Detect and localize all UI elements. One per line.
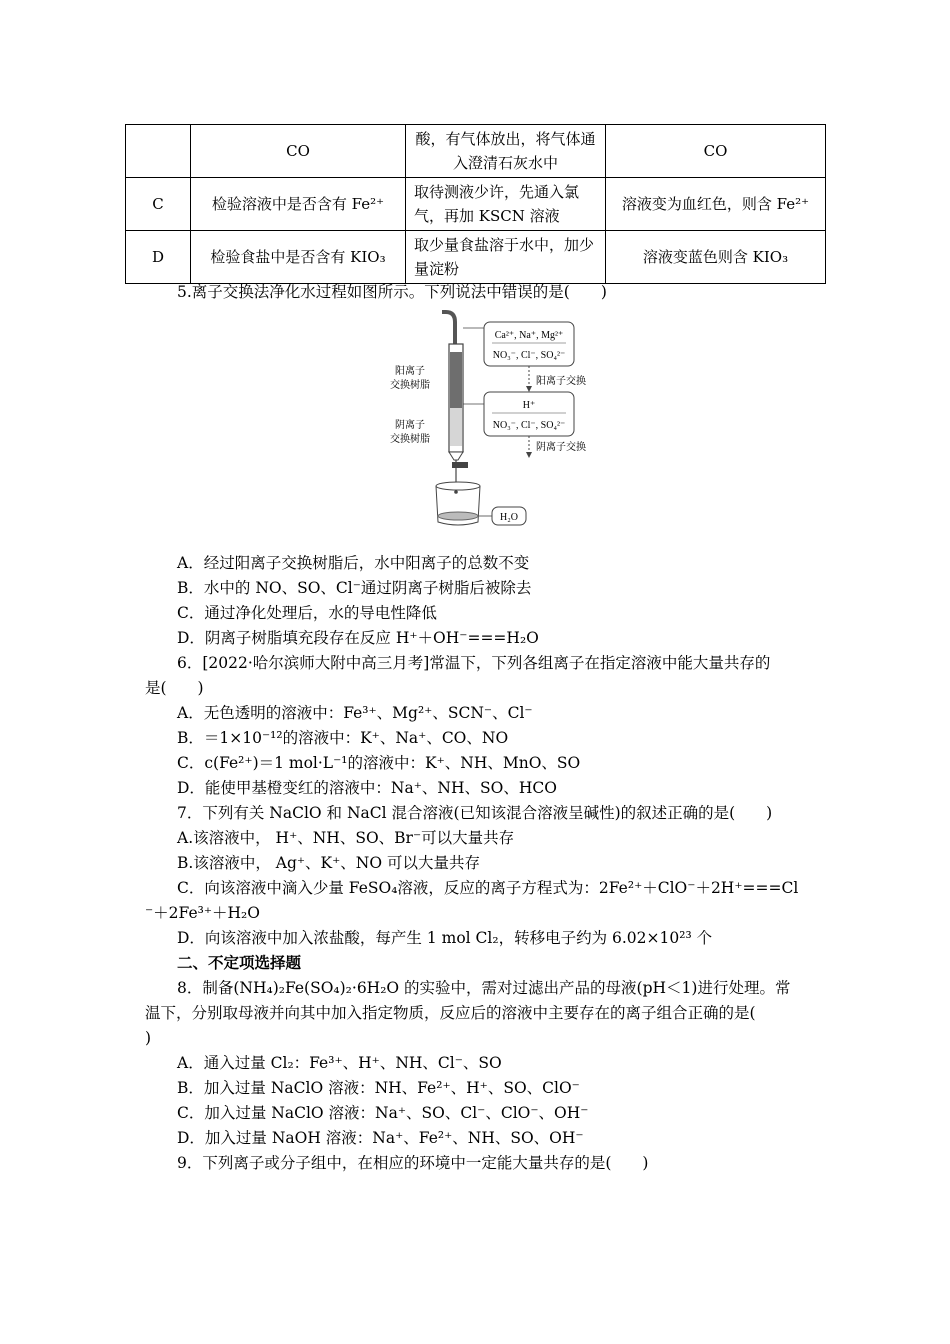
q7-option-b: B.该溶液中， Ag⁺、K⁺、NO 可以大量共存 (177, 854, 481, 872)
q6-option-b: B．＝1×10⁻¹²的溶液中：K⁺、Na⁺、CO、NO (177, 729, 509, 747)
drop (454, 490, 458, 494)
q6-option-a: A．无色透明的溶液中：Fe³⁺、Mg²⁺、SCN⁻、Cl⁻ (177, 704, 533, 722)
anion-resin (450, 408, 462, 446)
arrow-head (526, 386, 532, 392)
arrow-head (526, 452, 532, 458)
table-cell: 溶液变为血红色，则含 Fe²⁺ (606, 178, 826, 231)
table-cell: CO (191, 125, 406, 178)
anion-resin-label-1: 阴离子 (395, 420, 425, 431)
question-6-stem-cont: 是( ) (145, 679, 204, 697)
cation-resin-label-2: 交换树脂 (390, 380, 430, 391)
q8-option-b: B．加入过量 NaClO 溶液：NH、Fe²⁺、H⁺、SO、ClO⁻ (177, 1079, 580, 1097)
table-cell: CO (606, 125, 826, 178)
q7-option-a: A.该溶液中， H⁺、NH、SO、Br⁻可以大量共存 (177, 829, 515, 847)
h2o-label: H₂O (500, 512, 518, 523)
q7-option-c-cont: ⁻＋2Fe³⁺＋H₂O (145, 904, 260, 922)
q8-option-d: D．加入过量 NaOH 溶液：Na⁺、Fe²⁺、NH、SO、OH⁻ (177, 1129, 584, 1147)
question-8-stem: 8．制备(NH₄)₂Fe(SO₄)₂·6H₂O 的实验中，需对过滤出产品的母液(pH＜1)进行处理。常 (177, 979, 791, 997)
stopcock (452, 462, 468, 468)
section-heading: 二、不定项选择题 (177, 953, 302, 972)
table-cell: 检验食盐中是否含有 KIO₃ (191, 231, 406, 284)
table-cell: 酸，有气体放出，将气体通入澄清石灰水中 (406, 125, 606, 178)
top-box-anions: NO₃⁻, Cl⁻, SO₄²⁻ (492, 350, 566, 361)
q6-option-c: C．c(Fe²⁺)＝1 mol·L⁻¹的溶液中：K⁺、NH、MnO、SO (177, 754, 581, 772)
cation-resin-label-1: 阳离子 (395, 366, 425, 377)
inlet-tube (442, 312, 455, 344)
question-8-stem-cont: 温下，分别取母液并向其中加入指定物质，反应后的溶液中主要存在的离子组合正确的是( (145, 1004, 756, 1022)
mid-box-anions: NO₃⁻, Cl⁻, SO₄²⁻ (492, 420, 566, 431)
table-cell (126, 125, 191, 178)
table-cell: D (126, 231, 191, 284)
table-row (126, 125, 826, 178)
table-row (126, 178, 826, 231)
anion-exchange-label: 阴离子交换 (536, 442, 586, 453)
q8-option-a: A．通入过量 Cl₂：Fe³⁺、H⁺、NH、Cl⁻、SO (177, 1054, 502, 1072)
table-row (126, 231, 826, 284)
table-cell: 溶液变蓝色则含 KIO₃ (606, 231, 826, 284)
q5-option-c: C．通过净化处理后，水的导电性降低 (177, 604, 437, 622)
cation-exchange-label: 阳离子交换 (536, 376, 586, 387)
column-tip (449, 452, 463, 460)
q5-option-a: A．经过阳离子交换树脂后，水中阳离子的总数不变 (177, 554, 530, 572)
top-box-cations: Ca²⁺, Na⁺, Mg²⁺ (494, 330, 564, 341)
question-8-stem-cont: ) (145, 1029, 152, 1047)
table-cell: 取待测液少许，先通入氯气，再加 KSCN 溶液 (406, 178, 606, 231)
q8-option-c: C．加入过量 NaClO 溶液：Na⁺、SO、Cl⁻、ClO⁻、OH⁻ (177, 1104, 589, 1122)
beaker-rim (436, 482, 480, 490)
q5-option-b: B．水中的 NO、SO、Cl⁻通过阴离子树脂后被除去 (177, 579, 532, 597)
table-cell: 检验溶液中是否含有 Fe²⁺ (191, 178, 406, 231)
cation-resin (450, 352, 462, 408)
q7-option-d: D．向该溶液中加入浓盐酸，每产生 1 mol Cl₂，转移电子约为 6.02×10²³ 个 (177, 929, 713, 947)
question-9-stem: 9．下列离子或分子组中，在相应的环境中一定能大量共存的是( ) (177, 1154, 649, 1172)
ion-exchange-figure (380, 304, 610, 534)
table-cell: 取少量食盐溶于水中，加少量淀粉 (406, 231, 606, 284)
q5-option-d: D．阴离子树脂填充段存在反应 H⁺＋OH⁻===H₂O (177, 629, 539, 647)
beaker-water (438, 512, 478, 520)
table-cell: C (126, 178, 191, 231)
question-6-stem: 6．[2022·哈尔滨师大附中高三月考]常温下，下列各组离子在指定溶液中能大量共存的 (177, 654, 771, 672)
question-5-stem: 5.离子交换法净化水过程如图所示。下列说法中错误的是( ) (177, 283, 607, 301)
question-7-stem: 7．下列有关 NaClO 和 NaCl 混合溶液(已知该混合溶液呈碱性)的叙述正确的是( ) (177, 804, 773, 822)
mid-box-cations: H⁺ (522, 400, 536, 411)
q7-option-c: C．向该溶液中滴入少量 FeSO₄溶液，反应的离子方程式为：2Fe²⁺＋ClO⁻＋2H⁺===Cl (177, 879, 799, 897)
anion-resin-label-2: 交换树脂 (390, 434, 430, 445)
question-table (125, 124, 826, 284)
q6-option-d: D．能使甲基橙变红的溶液中：Na⁺、NH、SO、HCO (177, 779, 557, 797)
